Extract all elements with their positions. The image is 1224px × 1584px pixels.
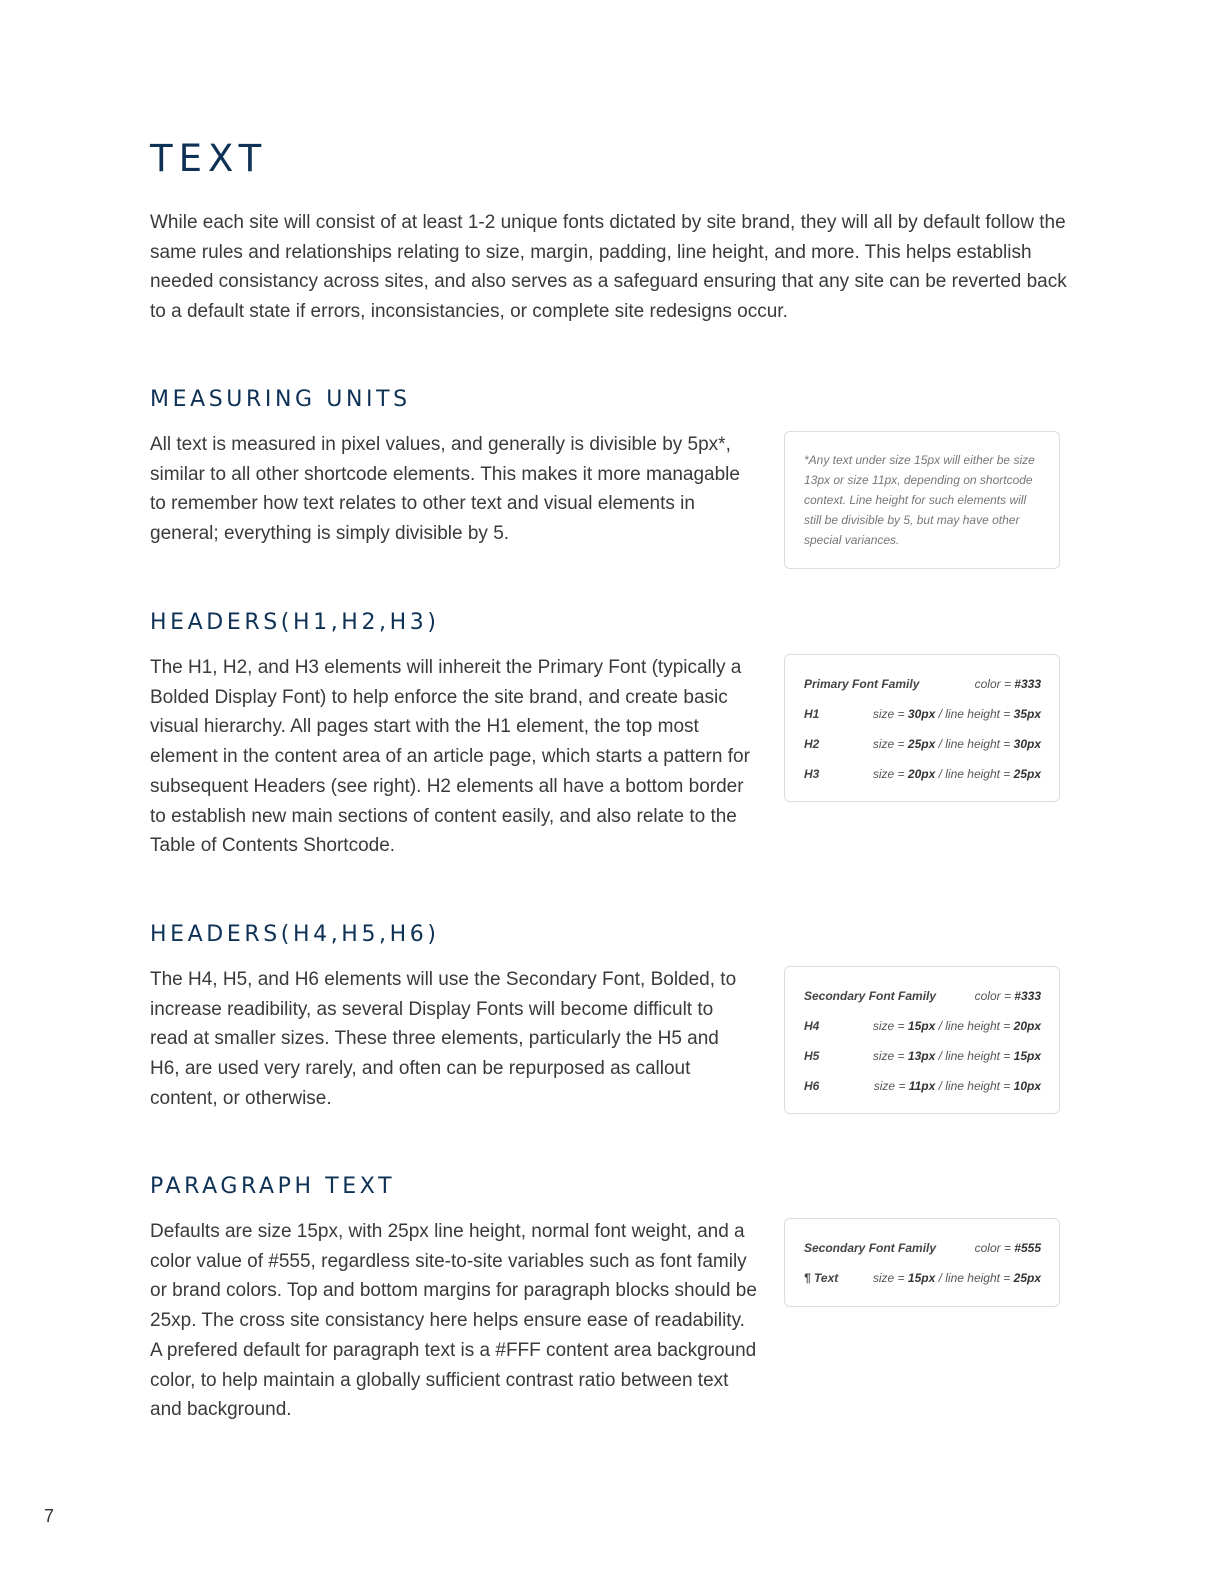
headers-primary-heading: HEADERS(H1,H2,H3) bbox=[150, 610, 440, 635]
size-value: 25px bbox=[907, 737, 936, 751]
paragraph-spec-card bbox=[784, 1218, 1060, 1307]
size-spec: size = 11px / line height = 10px bbox=[873, 1079, 1041, 1093]
paragraph-text-heading: PARAGRAPH TEXT bbox=[150, 1174, 396, 1199]
color-value: #333 bbox=[1014, 989, 1041, 1003]
size-spec: size = 30px / line height = 35px bbox=[872, 707, 1041, 721]
font-family-label: Primary Font Family bbox=[804, 677, 920, 691]
color-spec: color = #333 bbox=[974, 677, 1041, 691]
headers-secondary-heading: HEADERS(H4,H5,H6) bbox=[150, 922, 440, 947]
spec-row-h6 bbox=[804, 1071, 1041, 1101]
element-label: H1 bbox=[804, 707, 820, 721]
line-height-value: 20px bbox=[1013, 1019, 1041, 1033]
line-height-value: 35px bbox=[1013, 707, 1041, 721]
size-spec: size = 25px / line height = 30px bbox=[872, 737, 1041, 751]
spec-row-h4 bbox=[804, 1011, 1041, 1041]
element-label: H5 bbox=[804, 1049, 820, 1063]
measuring-units-heading: MEASURING UNITS bbox=[150, 387, 411, 412]
secondary-font-spec-card bbox=[784, 966, 1060, 1114]
color-value: #555 bbox=[1014, 1241, 1041, 1255]
font-family-label: Secondary Font Family bbox=[804, 1241, 937, 1255]
size-spec: size = 20px / line height = 25px bbox=[872, 767, 1041, 781]
spec-row-text bbox=[804, 1263, 1041, 1293]
line-height-value: 30px bbox=[1013, 737, 1041, 751]
size-spec: size = 15px / line height = 20px bbox=[872, 1019, 1041, 1033]
spec-row-h3 bbox=[804, 759, 1041, 789]
line-height-value: 25px bbox=[1013, 767, 1041, 781]
size-spec: size = 15px / line height = 25px bbox=[872, 1271, 1041, 1285]
spec-row-h2 bbox=[804, 729, 1041, 759]
spec-header-row bbox=[804, 1233, 1041, 1263]
line-height-value: 15px bbox=[1013, 1049, 1041, 1063]
element-label: ¶ Text bbox=[804, 1271, 839, 1285]
spec-row-h5 bbox=[804, 1041, 1041, 1071]
spec-header-row bbox=[804, 669, 1041, 699]
line-height-value: 10px bbox=[1013, 1079, 1041, 1093]
spec-header-row bbox=[804, 981, 1041, 1011]
primary-font-spec-card bbox=[784, 654, 1060, 802]
measuring-units-note: *Any text under size 15px will either be size 13px or size 11px, depending on shortcode context. Line height for such elements will still be divisible by 5, but may have other special variances. bbox=[784, 431, 1060, 569]
headers-primary-body: The H1, H2, and H3 elements will inhereit the Primary Font (typically a Bolded Display Font) to help enforce the site brand, and create basic visual hierarchy. All pages start with the H1 element, the top most element in the content area of an article page, which starts a pattern for subsequent Headers (see right). H2 elements all have a bottom border to establish new main sections of content easily, and also relate to the Table of Contents Shortcode. bbox=[150, 657, 750, 857]
size-value: 13px bbox=[907, 1049, 936, 1063]
size-value: 15px bbox=[907, 1271, 936, 1285]
spec-row-h1 bbox=[804, 699, 1041, 729]
paragraph-text-body: Defaults are size 15px, with 25px line height, normal font weight, and a color value of #555, regardless site-to-site variables such as font family or brand colors. Top and bottom margins for paragraph blocks should be 25xp. The cross site consistancy here helps ensure ease of readability. A prefered default for paragraph text is a #FFF content area background color, to help maintain a globally sufficient contrast ratio between text and background. bbox=[150, 1221, 757, 1421]
headers-secondary-body: The H4, H5, and H6 elements will use the Secondary Font, Bolded, to increase readibility, as several Display Fonts will become difficult to read at smaller sizes. These three elements, particularly the H5 and H6, are used very rarely, and often can be repurposed as callout content, or otherwise. bbox=[150, 969, 737, 1109]
element-label: H6 bbox=[804, 1079, 820, 1093]
size-value: 20px bbox=[907, 767, 936, 781]
line-height-value: 25px bbox=[1013, 1271, 1041, 1285]
page-number: 7 bbox=[44, 1506, 55, 1526]
color-spec: color = #555 bbox=[974, 1241, 1041, 1255]
size-value: 15px bbox=[907, 1019, 936, 1033]
size-value: 30px bbox=[907, 707, 936, 721]
element-label: H2 bbox=[804, 737, 820, 751]
color-spec: color = #333 bbox=[974, 989, 1041, 1003]
element-label: H4 bbox=[804, 1019, 820, 1033]
size-spec: size = 13px / line height = 15px bbox=[872, 1049, 1041, 1063]
measuring-units-body: All text is measured in pixel values, and generally is divisible by 5px*, similar to all other shortcode elements. This makes it more managable to remember how text relates to other text and visual elements in general; everything is simply divisible by 5. bbox=[150, 434, 740, 545]
intro-paragraph: While each site will consist of at least 1-2 unique fonts dictated by site brand, they will all by default follow the same rules and relationships relating to size, margin, padding, line height, and more. This helps establish needed consistancy across sites, and also serves as a safeguard ensuring that any site can be reverted back to a default state if errors, inconsistancies, or complete site redesigns occur. bbox=[150, 212, 1067, 323]
color-value: #333 bbox=[1014, 677, 1041, 691]
element-label: H3 bbox=[804, 767, 820, 781]
size-value: 11px bbox=[908, 1079, 936, 1093]
font-family-label: Secondary Font Family bbox=[804, 989, 937, 1003]
page-title: TEXT bbox=[150, 137, 268, 180]
